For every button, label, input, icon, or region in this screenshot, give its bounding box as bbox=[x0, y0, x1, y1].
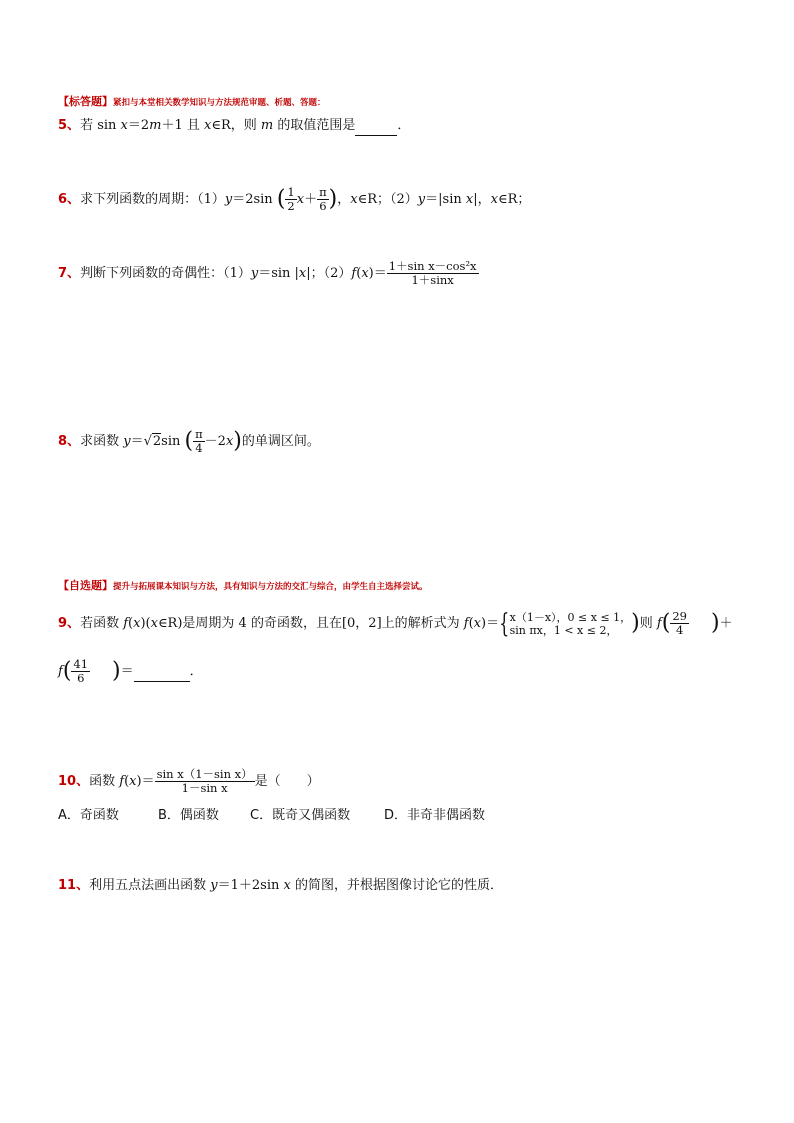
question-number: 5 bbox=[58, 118, 68, 133]
question-number: 9 bbox=[58, 616, 68, 631]
fraction: $\frac{\text{sin x（1－sin x）}}{\text{1－sin x}}$ bbox=[156, 767, 253, 795]
sqrt-symbol: √ bbox=[143, 434, 152, 449]
fraction: $\frac{\text{1＋sin x－cos²x}}{1+\sin x}$ bbox=[388, 259, 477, 287]
question-6: 6、求下列函数的周期：（1）y＝2sin ( $\frac{1}{2}$ x＋ $\frac{\pi}{6}$ )，x∈R；（2）y＝|sin x|，x∈R； bbox=[58, 185, 531, 213]
answer-blank[interactable] bbox=[134, 663, 190, 682]
radicand: 2 bbox=[152, 434, 162, 449]
fraction: $\frac{1}{2}$ bbox=[287, 185, 295, 213]
question-7: 7、判断下列函数的奇偶性：（1）y＝sin |x|；（2）f(x)＝ $\frac{\text{1＋sin x－cos²x}}{1+\sin x}$ bbox=[58, 259, 477, 287]
fraction: $\frac{29}{4}$ bbox=[672, 609, 687, 637]
section-header-zixuan bbox=[58, 577, 428, 593]
section-tag: 【自选题】 bbox=[58, 579, 113, 592]
question-10-options bbox=[58, 804, 485, 823]
section-description: 紧扣与本堂相关数学知识与方法规范审题、析题、答题： bbox=[113, 98, 326, 108]
fraction: $\frac{\pi}{4}$ bbox=[195, 427, 203, 455]
option-b[interactable]: B．偶函数 bbox=[158, 808, 219, 823]
question-9: 9、若函数 f(x)(x∈R)是周期为 4 的奇函数，且在[0，2]上的解析式为 f(x)＝{ x（1－x），0 ≤ x ≤ 1， sin πx，1 < x ≤ 2， )则 f( $\frac{29}{4}$ )＋ bbox=[58, 608, 733, 639]
option-a[interactable]: A．奇函数 bbox=[58, 808, 119, 823]
question-number: 8 bbox=[58, 434, 68, 449]
question-9-continued: f( $\frac{41}{6}$ )＝ ． bbox=[58, 657, 203, 685]
question-number: 10 bbox=[58, 774, 77, 789]
fraction: $\frac{\pi}{6}$ bbox=[319, 185, 327, 213]
question-11: 11、利用五点法画出函数 y＝1＋2sin x 的简图，并根据图像讨论它的性质． bbox=[58, 878, 503, 893]
option-c[interactable]: C．既奇又偶函数 bbox=[250, 808, 351, 823]
question-number: 7 bbox=[58, 266, 68, 281]
section-header-biaoda bbox=[58, 93, 326, 109]
answer-blank[interactable] bbox=[355, 117, 397, 136]
piecewise-cases: x（1－x），0 ≤ x ≤ 1， sin πx，1 < x ≤ 2， bbox=[509, 610, 632, 637]
question-8: 8、求函数 y＝√2sin ( $\frac{\pi}{4}$ －2x)的单调区间。 bbox=[58, 427, 320, 455]
question-number: 6 bbox=[58, 192, 68, 207]
question-10: 10、函数 f(x)＝ $\frac{\text{sin x（1－sin x）}}{\text{1－sin x}}$ 是（ ） bbox=[58, 767, 320, 795]
fraction: $\frac{41}{6}$ bbox=[73, 657, 89, 685]
left-brace: { bbox=[499, 608, 510, 639]
section-tag: 【标答题】 bbox=[58, 95, 113, 108]
option-d[interactable]: D．非奇非偶函数 bbox=[384, 808, 486, 823]
section-description: 提升与拓展课本知识与方法，具有知识与方法的交汇与综合，由学生自主选择尝试。 bbox=[113, 582, 428, 592]
question-5: 5、若 sin x＝2m＋1 且 x∈R，则 m 的取值范围是 ． bbox=[58, 117, 410, 136]
question-number: 11 bbox=[58, 878, 77, 893]
